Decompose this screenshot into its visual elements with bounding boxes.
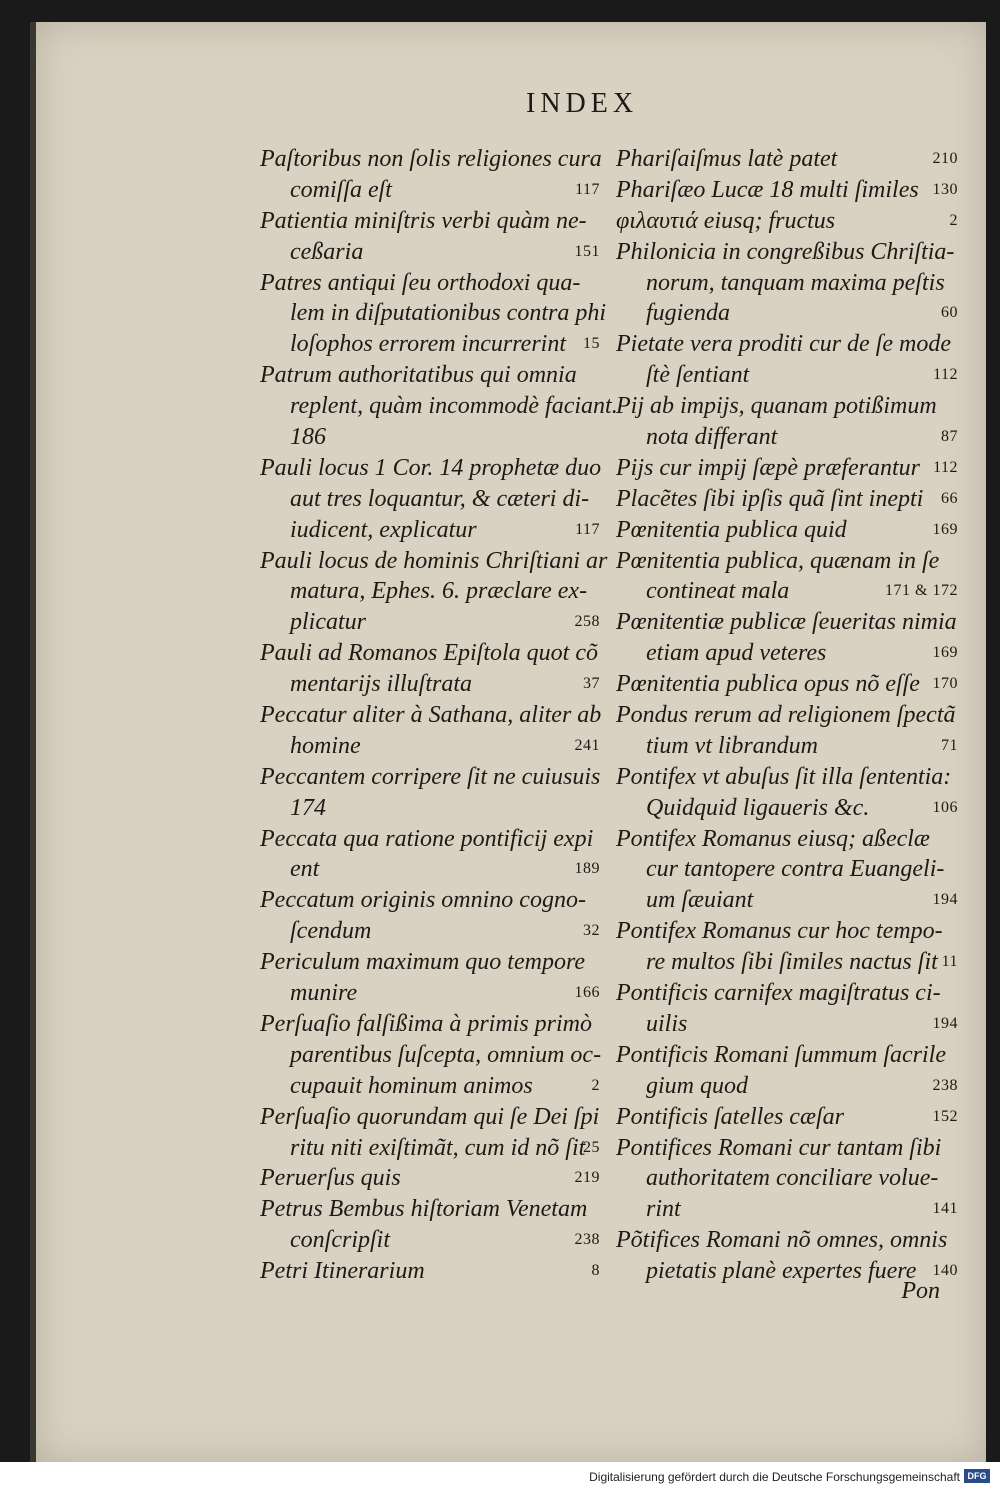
page-number: 117 [575,180,600,198]
page-number: 169 [932,644,958,662]
index-entry-line: φιλαυτιά eiusq; fructus 2 [616,206,958,237]
index-column-right [616,144,958,1287]
index-entry-line: Pontifex vt abuſus ſit illa ſententia: [616,763,952,790]
index-entry-line: authoritatem conciliare volue- [646,1165,939,1192]
index-entry-line: ſtè ſentiant 112 [616,360,958,391]
index-entry-line: Pontificis Romani ſummum ſacrile [616,1041,946,1068]
index-entry-line: um ſæuiant 194 [616,885,958,916]
page-number: 37 [583,675,600,693]
page-number: 130 [932,180,958,198]
index-entry [616,453,958,484]
index-entry-line: Periculum maximum quo tempore [260,949,586,976]
page-number: 32 [583,922,600,940]
index-entry-line: Phariſaiſmus latè patet 210 [616,144,958,175]
footer-bar [0,1462,1000,1492]
index-entry-line: lem in diſputationibus contra phi [290,300,606,327]
index-entry [260,947,600,1009]
index-entry-line: Põtifices Romani nõ omnes, omnis [616,1227,948,1254]
index-entry [260,1102,600,1164]
index-entry-line: Phariſæo Lucæ 18 multi ſimiles 130 [616,175,958,206]
index-entry-line: Perſuaſio quorundam qui ſe Dei ſpi [260,1103,600,1130]
index-entry-line: conſcripſit 238 [260,1225,600,1256]
index-entry-line: Pontifex Romanus eiusq; aßeclæ [616,825,930,852]
index-entry-line: Pondus rerum ad religionem ſpectã [616,702,956,729]
page-number: 170 [932,675,958,693]
index-entry-line: Pontifices Romani cur tantam ſibi [616,1134,942,1161]
index-entry [260,1163,600,1194]
book-page [30,22,986,1462]
index-entry-line: cur tantopere contra Euangeli- [646,856,945,883]
index-entry-line: Pauli ad Romanos Epiſtola quot cõ [260,640,598,667]
page-number: 140 [932,1262,958,1280]
index-entry-line: 186 [290,424,326,451]
index-entry [260,1194,600,1256]
index-entry [616,1040,958,1102]
index-entry-line: Placẽtes ſibi ipſis quã ſint inepti 66 [616,484,958,515]
page-number: 241 [574,736,600,754]
index-entry-line: Quidquid ligaueris &c. 106 [616,793,958,824]
page-number: 25 [583,1138,600,1156]
index-entry-line: Patrum authoritatibus qui omnia [260,362,577,389]
page-number: 238 [574,1231,600,1249]
index-entry [260,638,600,700]
index-entry-line: norum, tanquam maxima peſtis [646,269,945,296]
page-number: 151 [574,242,600,260]
index-entry-line: parentibus ſuſcepta, omnium oc- [290,1041,602,1068]
index-entry-line: Pœnitentia publica quid 169 [616,515,958,546]
index-entry-line: iudicent, explicatur 117 [260,515,600,546]
index-entry [260,824,600,886]
page-number: 15 [583,335,600,353]
index-entry-line: pietatis planè expertes fuere 140 [616,1256,958,1287]
index-entry-line: tium vt librandum 71 [616,731,958,762]
page-number: 112 [933,366,958,384]
index-entry [260,1256,600,1287]
index-entry-line: Petri Itinerarium 8 [260,1256,600,1287]
index-entry-line: Paſtoribus non ſolis religiones cura [260,146,602,172]
index-entry [616,144,958,175]
index-entry [260,206,600,268]
index-entry-line: Pijs cur impij ſæpè præferantur 112 [616,453,958,484]
page-number: 117 [575,520,600,538]
page-number: 2 [591,1076,600,1094]
page-number: 112 [933,458,958,476]
index-entry [616,669,958,700]
index-entry [616,607,958,669]
page-number: 189 [574,860,600,878]
index-entry-line: nota differant 87 [616,422,958,453]
index-entry-line: ritu niti exiſtimãt, cum id nõ ſit 25 [260,1133,600,1164]
index-entry [616,546,958,608]
index-entry-line: Philonicia in congreßibus Chriſtia- [616,238,955,265]
index-entry-line: comiſſa eſt 117 [260,175,600,206]
page-number: 171 & 172 [885,582,958,600]
page-number: 106 [932,798,958,816]
index-entry-line: Pontifex Romanus cur hoc tempo- [616,918,943,945]
page-number: 258 [574,613,600,631]
page-number: 152 [932,1107,958,1125]
index-entry [616,175,958,206]
index-entry-line: Peccatum originis omnino cogno- [260,887,586,914]
index-entry [616,762,958,824]
index-entry [260,546,608,639]
index-entry [616,700,958,762]
index-entry-line: cupauit hominum animos 2 [260,1071,600,1102]
index-entry-line: Pontificis ſatelles cæſar 152 [616,1102,958,1133]
index-entry-line: Pauli locus 1 Cor. 14 prophetæ duo [260,454,602,481]
page-number: 166 [574,984,600,1002]
index-entry-line: Peccata qua ratione pontificij expi [260,825,594,852]
index-entry-line: contineat mala 171 & 172 [616,576,958,607]
index-entry-line: Patres antiqui ſeu orthodoxi qua- [260,269,581,296]
index-entry-line: matura, Ephes. 6. præclare ex- [290,578,588,605]
page-number: 2 [949,211,958,229]
index-entry-line: mentarijs illuſtrata 37 [260,669,600,700]
index-entry-line: fugienda 60 [616,298,958,329]
index-entry-line: ceßaria 151 [260,237,600,268]
index-entry-line: Pœnitentia publica opus nõ eſſe 170 [616,669,958,700]
catchword: Pon [901,1278,940,1304]
page-number: 210 [932,150,958,167]
page-number: 169 [932,520,958,538]
index-entry-line: Pij ab impijs, quanam potißimum [616,393,937,420]
footer-credit: Digitalisierung gefördert durch die Deutsche Forschungsgemeinschaft [589,1470,960,1484]
index-entry [260,360,618,453]
page-number: 141 [932,1200,958,1218]
index-entry-line: rint 141 [616,1194,958,1225]
index-entry-line: Pontificis carnifex magiſtratus ci- [616,980,941,1007]
index-entry [260,144,600,206]
index-entry-line: Pœnitentia publica, quænam in ſe [616,547,940,574]
index-entry-line: Petrus Bembus hiſtoriam Venetam [260,1196,588,1223]
index-entry-line: aut tres loquantur, & cæteri di- [290,485,590,512]
index-entry [260,885,600,947]
page-number: 194 [932,891,958,909]
index-entry [616,484,958,515]
index-entry-line: Peruerſus quis 219 [260,1163,600,1194]
index-entry [260,700,600,762]
index-entry-line: Pietate vera proditi cur de ſe mode [616,331,952,358]
page-header: INDEX [526,88,639,119]
page-number: 219 [574,1169,600,1187]
page-number: 194 [932,1014,958,1032]
dfg-logo: DFG [964,1469,990,1483]
index-entry-line: Patientia miniſtris verbi quàm ne- [260,207,587,234]
index-entry-line: Peccatur aliter à Sathana, aliter ab [260,702,602,729]
index-entry [616,1133,958,1226]
index-entry-line: replent, quàm incommodè faciant. [290,393,618,420]
index-entry-line: Peccantem corripere ſit ne cuiusuis [260,763,601,790]
index-entry [616,391,958,453]
page-number: 60 [941,304,958,322]
index-entry-line: ent 189 [260,854,600,885]
index-entry-line: Perſuaſio falſißima à primis primò [260,1010,593,1037]
index-column-left [260,144,618,1287]
index-entry [616,329,958,391]
index-entry [616,824,958,917]
index-entry [260,762,600,824]
page-number: 8 [591,1262,600,1280]
index-entry-line: plicatur 258 [260,607,600,638]
index-entry [260,1009,600,1102]
index-entry-line: loſophos errorem incurrerint 15 [260,329,600,360]
index-entry [616,1102,958,1133]
index-entry-line: re multos ſibi ſimiles nactus ſit 11 [616,947,958,978]
page-number: 238 [932,1076,958,1094]
index-entry [260,268,606,361]
index-entry [616,206,958,237]
index-entry-line: munire 166 [260,978,600,1009]
page-number: 71 [941,736,958,754]
page-number: 11 [941,953,958,971]
index-entry [616,237,958,330]
page-number: 87 [941,428,958,446]
index-entry [260,453,600,546]
index-entry-line: ſcendum 32 [260,916,600,947]
index-entry-line: etiam apud veteres 169 [616,638,958,669]
index-entry-line: gium quod 238 [616,1071,958,1102]
index-entry [616,515,958,546]
index-entry-line: Pauli locus de hominis Chriſtiani ar [260,547,608,574]
index-entry-line: 174 [290,794,326,821]
index-entry-line: homine 241 [260,731,600,762]
page-number: 66 [941,489,958,507]
index-entry-line: uilis 194 [616,1009,958,1040]
index-entry [616,978,958,1040]
index-entry [616,916,958,978]
index-entry-line: Pœnitentiæ publicæ ſeueritas nimia [616,609,957,636]
